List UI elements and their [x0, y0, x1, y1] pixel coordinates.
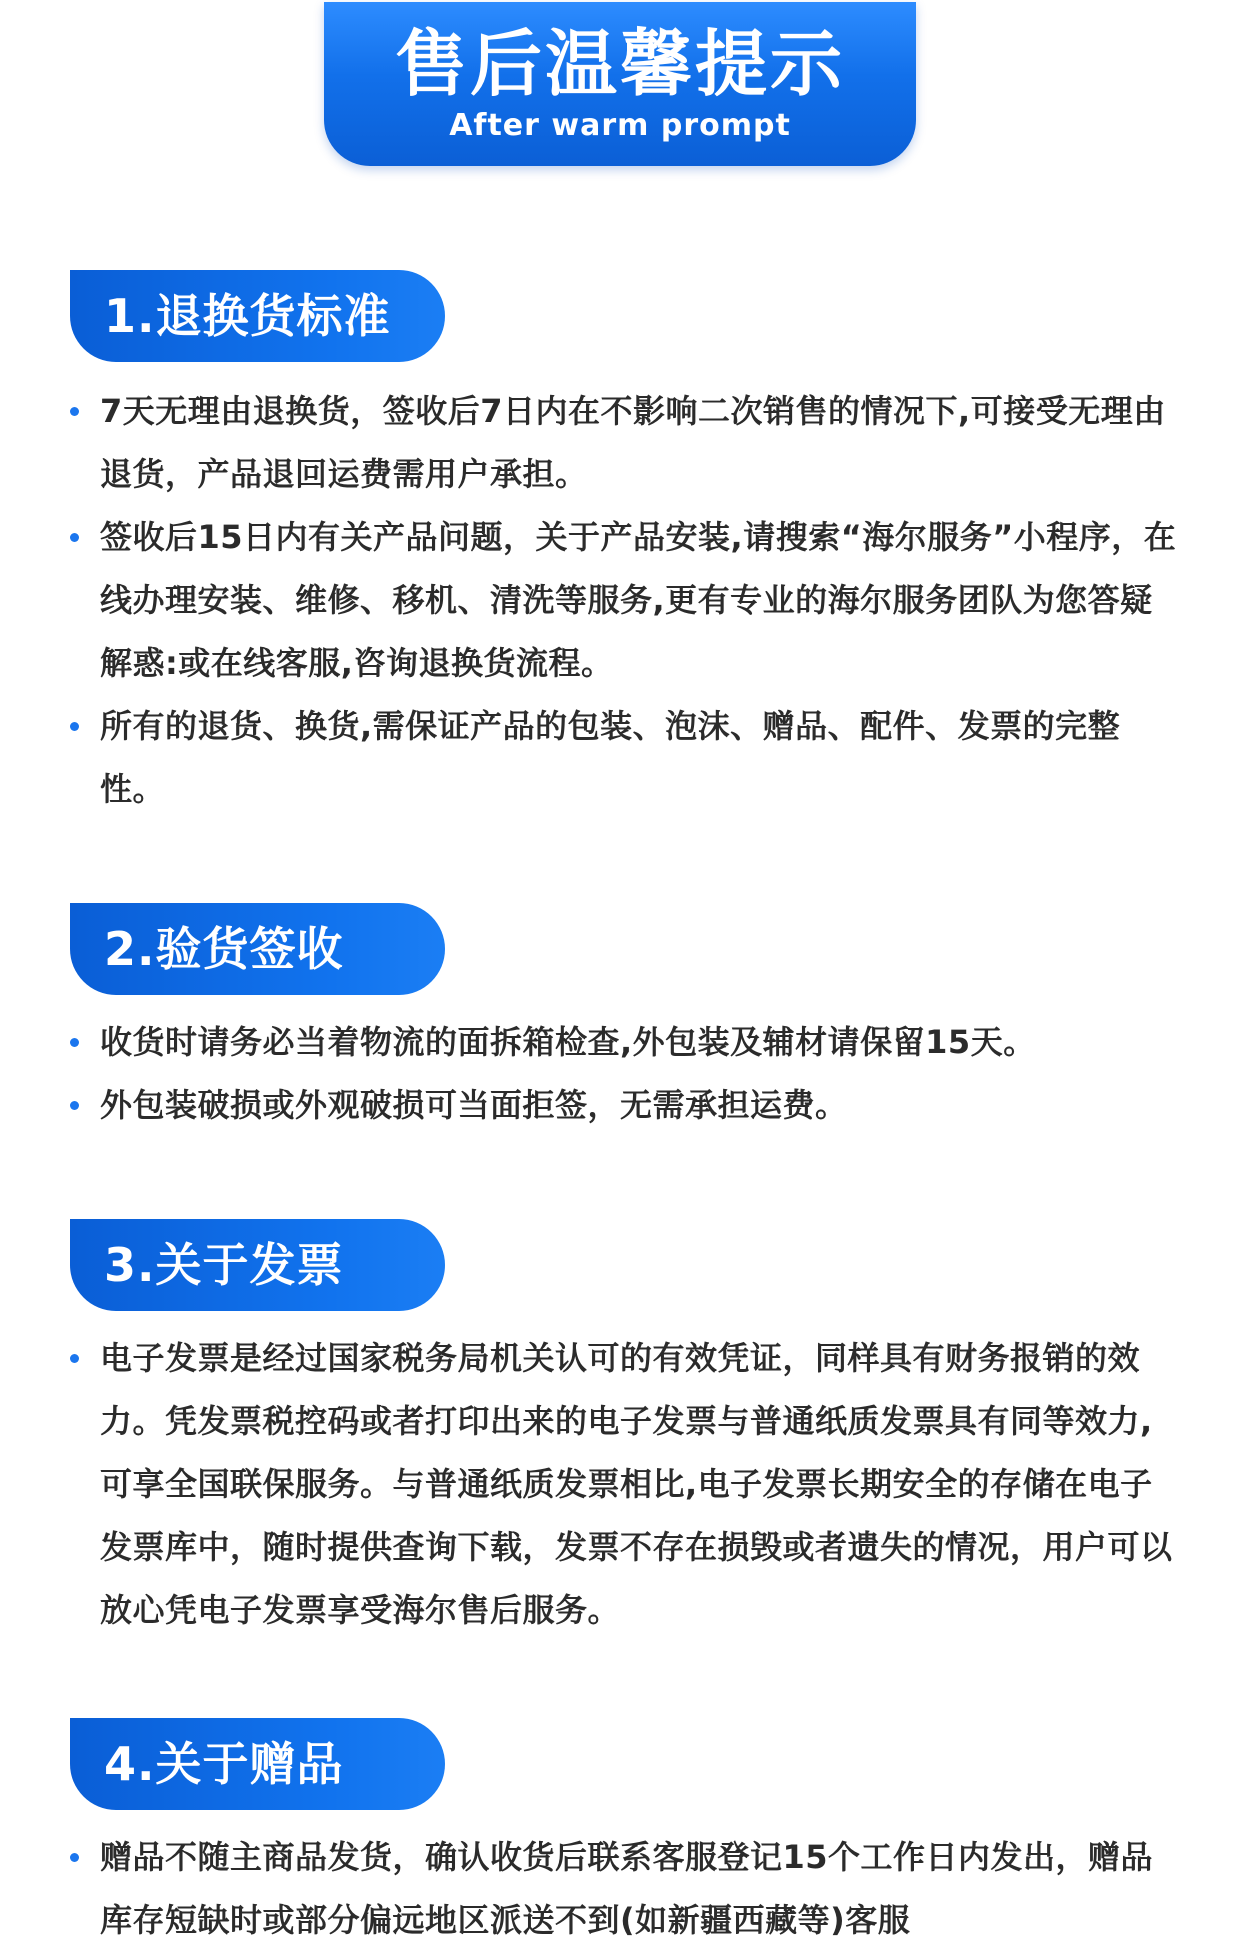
list-item [70, 695, 1180, 821]
section-heading-return-exchange [70, 270, 445, 362]
list-item [70, 380, 1180, 506]
bullet-dot-icon [70, 1853, 79, 1862]
bullet-dot-icon [70, 407, 79, 416]
list-item [70, 1826, 1180, 1952]
list-item [70, 1327, 1180, 1642]
section-heading-inspection [70, 903, 445, 995]
section-heading-text: 4.关于赠品 [104, 1737, 344, 1791]
section-heading-invoice [70, 1219, 445, 1311]
list-item [70, 1074, 1180, 1137]
list-item-text: 7天无理由退换货，签收后7日内在不影响二次销售的情况下,可接受无理由退货，产品退回运费需用户承担。 [100, 392, 1166, 493]
bullet-dot-icon [70, 1354, 79, 1363]
bullet-dot-icon [70, 722, 79, 731]
list-item-text: 签收后15日内有关产品问题，关于产品安装,请搜索“海尔服务”小程序，在线办理安装、维修、移机、清洗等服务,更有专业的海尔服务团队为您答疑解惑:或在线客服,咨询退换货流程。 [100, 518, 1177, 682]
header-banner [324, 2, 916, 166]
bullet-dot-icon [70, 533, 79, 542]
list-item-text: 所有的退货、换货,需保证产品的包装、泡沫、赠品、配件、发票的完整性。 [100, 707, 1121, 808]
list-item-text: 电子发票是经过国家税务局机关认可的有效凭证，同样具有财务报销的效力。凭发票税控码或者打印出来的电子发票与普通纸质发票具有同等效力,可享全国联保服务。与普通纸质发票相比,电子发票长期安全的存储在电子发票库中，随时提供查询下载，发票不存在损毁或者遗失的情况，用户可以放心凭电子发票享受海尔售后服务。 [100, 1339, 1173, 1629]
list-item [70, 506, 1180, 695]
list-item-text: 收货时请务必当着物流的面拆箱检查,外包装及辅材请保留15天。 [100, 1023, 1036, 1061]
bullet-dot-icon [70, 1101, 79, 1110]
list-item-text: 外包装破损或外观破损可当面拒签，无需承担运费。 [100, 1086, 848, 1124]
list-item [70, 1011, 1180, 1074]
section-heading-text: 2.验货签收 [104, 922, 344, 976]
bullet-dot-icon [70, 1038, 79, 1047]
page-subtitle: After warm prompt [449, 108, 791, 143]
section-heading-gifts [70, 1718, 445, 1810]
section-heading-text: 3.关于发票 [104, 1238, 344, 1292]
list-item-text: 赠品不随主商品发货，确认收货后联系客服登记15个工作日内发出，赠品库存短缺时或部分偏远地区派送不到(如新疆西藏等)客服 [100, 1838, 1154, 1939]
section-heading-text: 1.退换货标准 [104, 289, 391, 343]
page-title: 售后温馨提示 [394, 22, 845, 106]
